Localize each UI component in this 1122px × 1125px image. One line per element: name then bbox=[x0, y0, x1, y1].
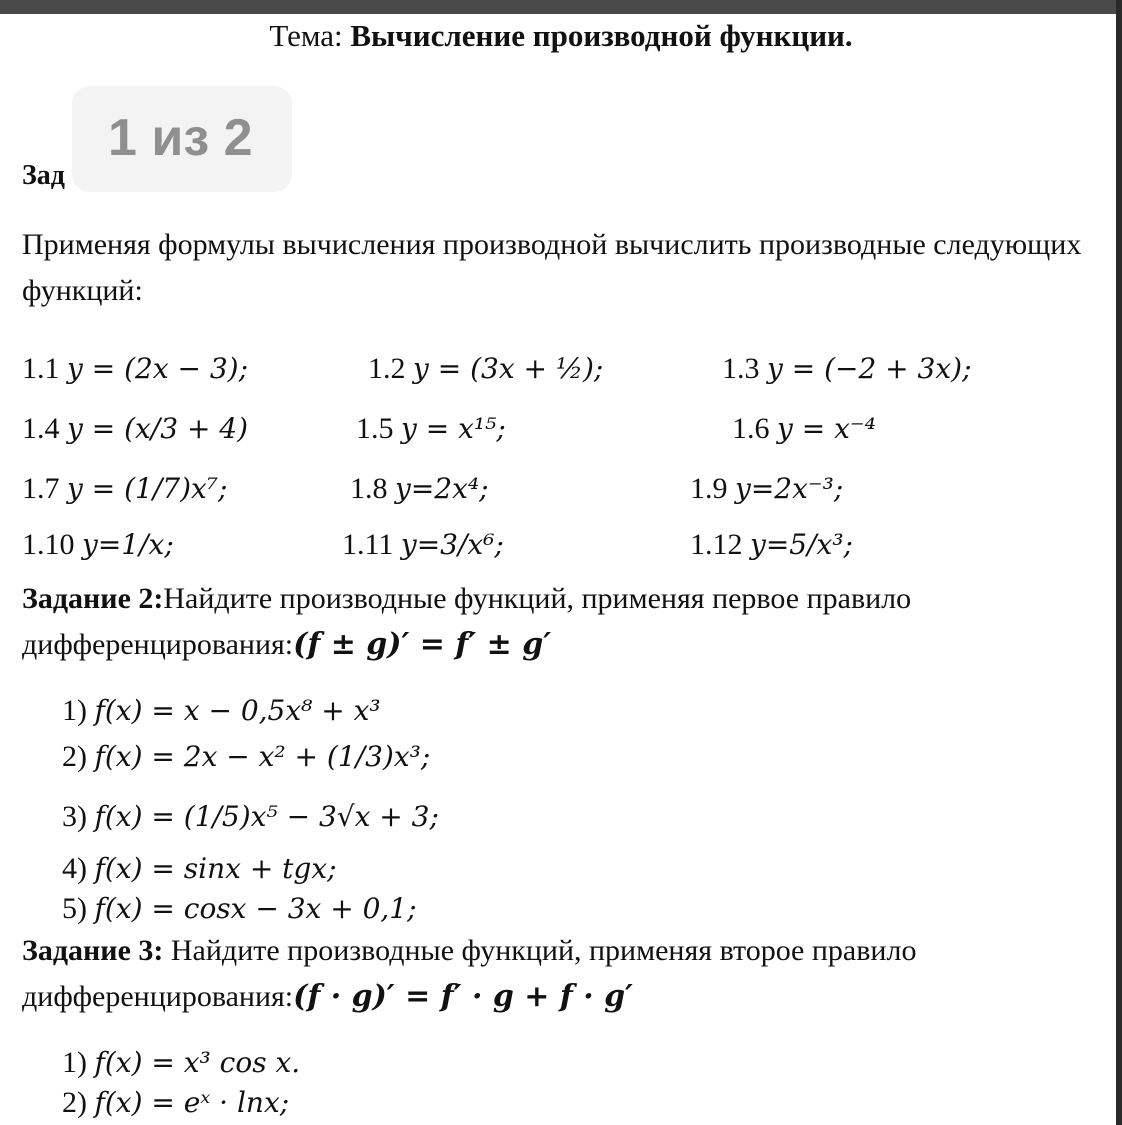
task3-rule: (f · g)′ = f′ · g + f · g′ bbox=[293, 979, 633, 1014]
viewer-top-bar bbox=[0, 0, 1122, 14]
task1-item: 1.8 y=2x⁴; bbox=[350, 472, 489, 505]
task3-item: 2) f(x) = eˣ · lnx; bbox=[62, 1086, 290, 1119]
task1-item: 1.7 y = (1/7)x⁷; bbox=[22, 472, 228, 505]
task2-item: 1) f(x) = x − 0,5x⁸ + x³ bbox=[62, 694, 381, 727]
task2-rule: (f ± g)′ = f′ ± g′ bbox=[293, 627, 552, 662]
task1-item: 1.6 y = x⁻⁴ bbox=[732, 412, 876, 445]
task1-item: 1.4 y = (x/3 + 4) bbox=[22, 412, 249, 445]
task2-item: 5) f(x) = cosx − 3x + 0,1; bbox=[62, 892, 417, 925]
task1-item: 1.2 y = (3x + ½); bbox=[368, 352, 604, 385]
task1-item: 1.10 y=1/x; bbox=[22, 528, 174, 561]
task2-item: 3) f(x) = (1/5)x⁵ − 3√x + 3; bbox=[62, 800, 439, 833]
viewer-right-edge bbox=[1116, 0, 1122, 1125]
task2-text: Найдите производные функций, применяя первое правило bbox=[163, 582, 912, 615]
task2-item: 4) f(x) = sinx + tgx; bbox=[62, 852, 337, 885]
task3-heading bbox=[22, 928, 1102, 1020]
task2-item: 2) f(x) = 2x − x² + (1/3)x³; bbox=[62, 740, 431, 773]
task1-item: 1.9 y=2x⁻³; bbox=[690, 472, 844, 505]
page-indicator-badge bbox=[72, 86, 292, 192]
topic-title: Вычисление производной функции. bbox=[350, 18, 853, 53]
task1-item: 1.11 y=3/x⁶; bbox=[342, 528, 504, 561]
page-title bbox=[0, 18, 1122, 54]
task3-item: 1) f(x) = x³ cos x. bbox=[62, 1046, 301, 1079]
task1-text: Применяя формулы вычисления производной вычислить производные следующих функций: bbox=[22, 228, 1082, 307]
topic-label: Тема: bbox=[269, 18, 343, 53]
task2-label: Задание 2: bbox=[22, 582, 164, 615]
task1-item: 1.5 y = x¹⁵; bbox=[356, 412, 506, 445]
task2-heading bbox=[22, 576, 1102, 668]
task1-item: 1.12 y=5/x³; bbox=[690, 528, 853, 561]
task3-text2: дифференцирования: bbox=[22, 980, 294, 1013]
task3-text: Найдите производные функций, применяя второе правило bbox=[170, 934, 917, 967]
task1-item: 1.3 y = (−2 + 3x); bbox=[722, 352, 972, 385]
task3-label: Задание 3: bbox=[22, 934, 164, 967]
task1-item: 1.1 y = (2x − 3); bbox=[22, 352, 249, 385]
task2-text2: дифференцирования: bbox=[22, 628, 294, 661]
page-indicator: 1 из 2 bbox=[108, 109, 253, 167]
task1-label: Зад bbox=[22, 160, 65, 191]
